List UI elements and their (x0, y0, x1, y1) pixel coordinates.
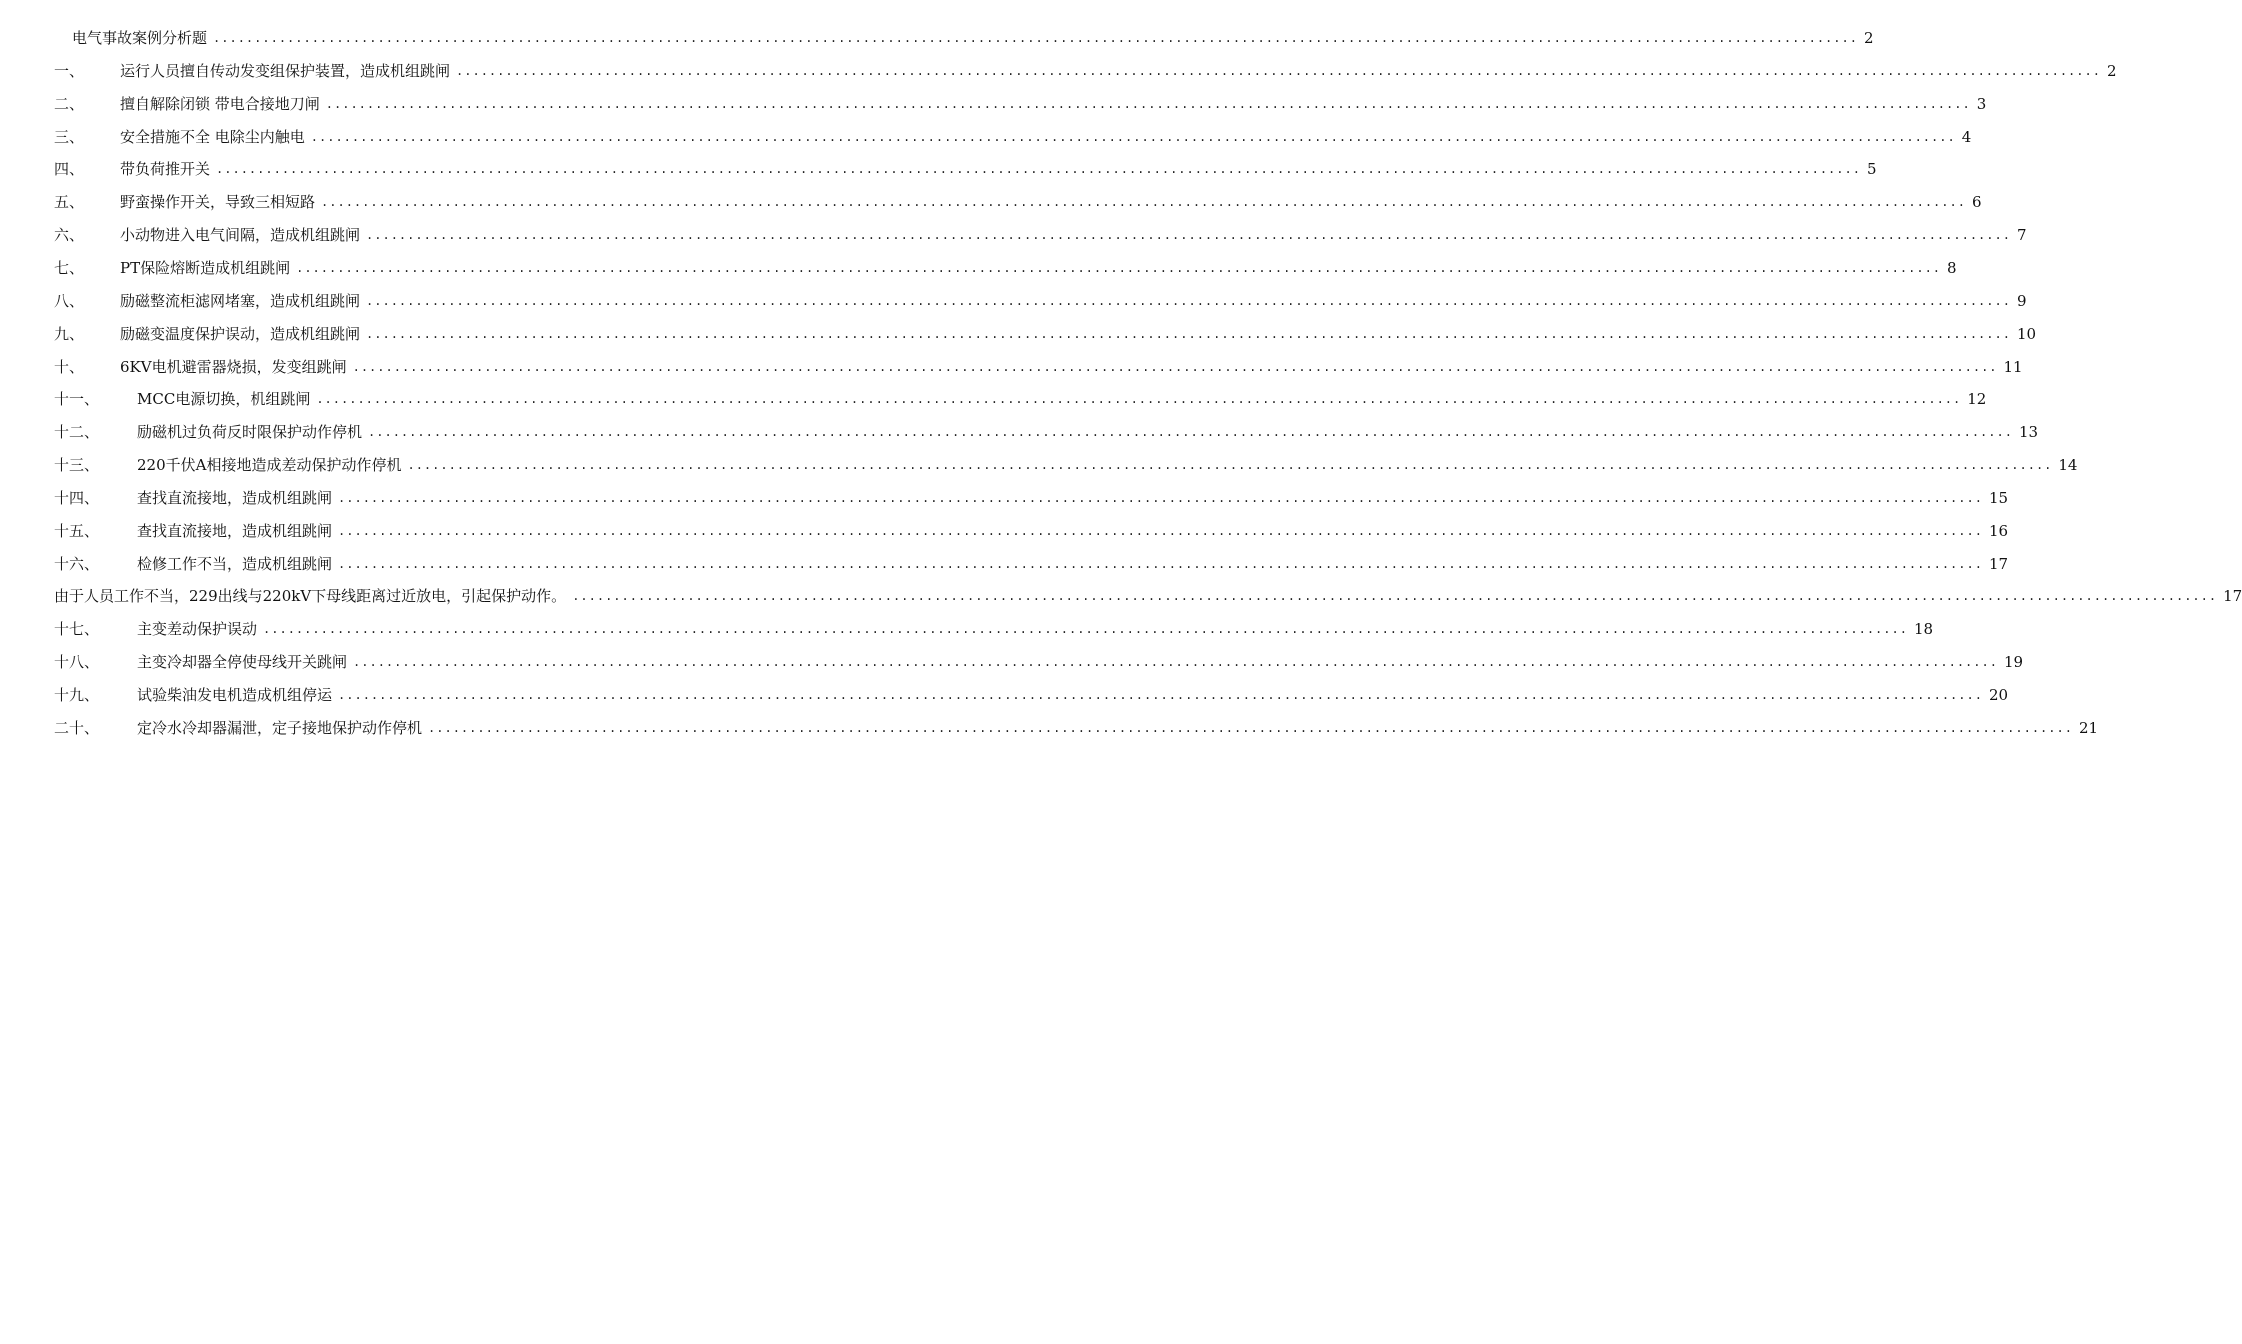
toc-leader-dots: ........................................................................................................................................................................................................ (338, 523, 1983, 538)
toc-entry-title: 励磁整流柜滤网堵塞，造成机组跳闸 (120, 291, 361, 310)
toc-entry-title: PT保险熔断造成机组跳闸 (120, 258, 291, 277)
toc-entry-number: 十四、 (54, 488, 100, 507)
toc-entry[interactable] (54, 553, 2009, 575)
toc-entry-title: 220千伏A相接地造成差动保护动作停机 (137, 456, 402, 475)
toc-entry[interactable] (54, 257, 1957, 279)
toc-entry-number: 五、 (54, 193, 85, 212)
toc-page-number: 18 (1913, 620, 1934, 639)
toc-page-number: 20 (1988, 686, 2009, 704)
toc-entry-number: 十五、 (54, 521, 100, 540)
toc-entry-title: 定冷水冷却器漏泄，定子接地保护动作停机 (137, 718, 423, 737)
toc-page-number: 13 (2018, 423, 2039, 442)
toc-page-number: 14 (2058, 456, 2078, 475)
toc-entry[interactable] (54, 585, 2242, 607)
toc-leader-dots: ........................................................................................................................................................................................................ (263, 622, 1908, 637)
toc-entry[interactable] (54, 684, 2009, 706)
toc-page-number: 8 (1947, 258, 1957, 277)
toc-leader-dots: ........................................................................................................................................................................................................ (407, 458, 2053, 473)
toc-entry-title: 励磁变温度保护误动，造成机组跳闸 (120, 324, 361, 343)
toc-leader-dots: ........................................................................................................................................................................................................ (325, 96, 1971, 111)
toc-entry-title: 主变冷却器全停使母线开关跳闸 (137, 653, 348, 672)
toc-page-number: 17 (1988, 554, 2009, 573)
toc-entry-title: 擅自解除闭锁 带电合接地刀闸 (120, 94, 320, 113)
toc-page-number: 15 (1988, 488, 2009, 507)
toc-entry-title: 由于人员工作不当，229出线与220kV下母线距离过近放电，引起保护动作。 (54, 587, 567, 606)
toc-entry-number: 一、 (54, 61, 85, 80)
toc-page-number: 7 (2016, 226, 2027, 245)
toc-entry[interactable] (54, 191, 1982, 213)
toc-leader-dots: ........................................................................................................................................................................................................ (296, 260, 1942, 275)
toc-entry-title: 运行人员擅自传动发变组保护装置，造成机组跳闸 (120, 61, 451, 80)
toc-leader-dots: ........................................................................................................................................................................................................ (353, 655, 1998, 670)
toc-entry-title: MCC电源切换，机组跳闸 (137, 390, 311, 409)
toc-entry-title: 励磁机过负荷反时限保护动作停机 (137, 423, 363, 442)
toc-leader-dots: ........................................................................................................................................................................................................ (368, 425, 2013, 440)
toc-leader-dots: ........................................................................................................................................................................................................ (338, 556, 1983, 571)
toc-entry[interactable] (54, 421, 2039, 443)
toc-entry-number: 十、 (54, 357, 85, 376)
toc-leader-dots: ........................................................................................................................................................................................................ (216, 162, 1861, 177)
toc-entry-title: 带负荷推开关 (120, 160, 211, 179)
toc-entry-title: 小动物进入电气间隔，造成机组跳闸 (120, 226, 361, 245)
toc-leader-dots: ........................................................................................................................................................................................................ (572, 589, 2218, 604)
toc-entry-number: 十八、 (54, 653, 100, 672)
toc-leader-dots: ........................................................................................................................................................................................................ (366, 293, 2011, 308)
toc-entry[interactable] (54, 717, 2099, 739)
toc-entry-number: 九、 (54, 324, 85, 343)
toc-leader-dots: ........................................................................................................................................................................................................ (428, 720, 2073, 735)
toc-page-number: 2 (1863, 29, 1874, 47)
toc-entry-title: 查找直流接地，造成机组跳闸 (137, 521, 333, 540)
toc-leader-dots: ........................................................................................................................................................................................................ (366, 326, 2011, 341)
toc-page-number: 2 (2106, 61, 2117, 80)
toc-entry-number: 十七、 (54, 620, 100, 639)
toc-entry-title: 检修工作不当，造成机组跳闸 (137, 554, 333, 573)
toc-entry-title: 电气事故案例分析题 (72, 29, 208, 47)
toc-leader-dots: ........................................................................................................................................................................................................ (310, 129, 1956, 144)
toc-leader-dots: ........................................................................................................................................................................................................ (338, 688, 1983, 702)
toc-entry-number: 三、 (54, 127, 85, 146)
toc-entry[interactable] (54, 356, 2023, 378)
toc-page-number: 3 (1976, 94, 1987, 113)
toc-entry-number: 二十、 (54, 718, 100, 737)
toc-entry-number: 七、 (54, 258, 85, 277)
toc-leader-dots: ........................................................................................................................................................................................................ (366, 228, 2011, 243)
toc-entry[interactable] (54, 158, 1877, 180)
toc-entry-number: 二、 (54, 94, 85, 113)
toc-entry[interactable] (54, 487, 2009, 509)
toc-leader-dots: ........................................................................................................................................................................................................ (456, 63, 2101, 78)
toc-entry-number: 六、 (54, 226, 85, 245)
toc-page-number: 12 (1967, 390, 1987, 409)
toc-entry[interactable] (54, 454, 2078, 476)
toc-entry[interactable] (54, 126, 1972, 148)
toc-leader-dots: ........................................................................................................................................................................................................ (352, 359, 1998, 374)
toc-page-number: 4 (1961, 127, 1972, 146)
toc-entry[interactable] (54, 93, 1987, 115)
toc-entry[interactable] (54, 618, 1934, 640)
toc-leader-dots: ........................................................................................................................................................................................................ (213, 31, 1858, 45)
toc-page-number: 9 (2016, 291, 2027, 310)
toc-page-number: 16 (1988, 521, 2009, 540)
toc-entry-number: 十九、 (54, 686, 100, 704)
toc-entry-number: 八、 (54, 291, 85, 310)
toc-entry-number: 四、 (54, 160, 85, 179)
toc-page-number: 19 (2003, 653, 2024, 672)
toc-entry-title: 主变差动保护误动 (137, 620, 258, 639)
toc-page-number: 21 (2078, 718, 2099, 737)
toc-entry-title: 查找直流接地，造成机组跳闸 (137, 488, 333, 507)
toc-entry[interactable] (54, 323, 2037, 345)
toc-entry[interactable] (54, 60, 2117, 82)
toc-entry[interactable] (54, 520, 2009, 542)
toc-page-number: 17 (2223, 587, 2242, 606)
toc-page-number: 6 (1971, 193, 1982, 212)
toc-entry-number: 十六、 (54, 554, 100, 573)
toc-entry[interactable] (54, 27, 1874, 49)
toc-entry-number: 十二、 (54, 423, 100, 442)
toc-entry[interactable] (54, 224, 2027, 246)
toc-entry-number: 十三、 (54, 456, 100, 475)
toc-entry-number: 十一、 (54, 390, 100, 409)
toc-leader-dots: ........................................................................................................................................................................................................ (338, 490, 1983, 505)
toc-page-number: 5 (1866, 160, 1877, 179)
toc-entry-title: 试验柴油发电机造成机组停运 (137, 686, 333, 704)
toc-page-number: 11 (2003, 357, 2023, 376)
toc-entry[interactable] (54, 651, 2024, 673)
toc-entry-title: 野蛮操作开关，导致三相短路 (120, 193, 316, 212)
toc-page-number: 10 (2016, 324, 2037, 343)
toc-entry-title: 安全措施不全 电除尘内触电 (120, 127, 305, 146)
toc-entry-title: 6KV电机避雷器烧损，发变组跳闸 (120, 357, 347, 376)
toc-entry[interactable] (54, 388, 1987, 410)
toc-leader-dots: ........................................................................................................................................................................................................ (316, 392, 1962, 407)
toc-leader-dots: ........................................................................................................................................................................................................ (321, 195, 1966, 210)
toc-entry[interactable] (54, 290, 2027, 312)
